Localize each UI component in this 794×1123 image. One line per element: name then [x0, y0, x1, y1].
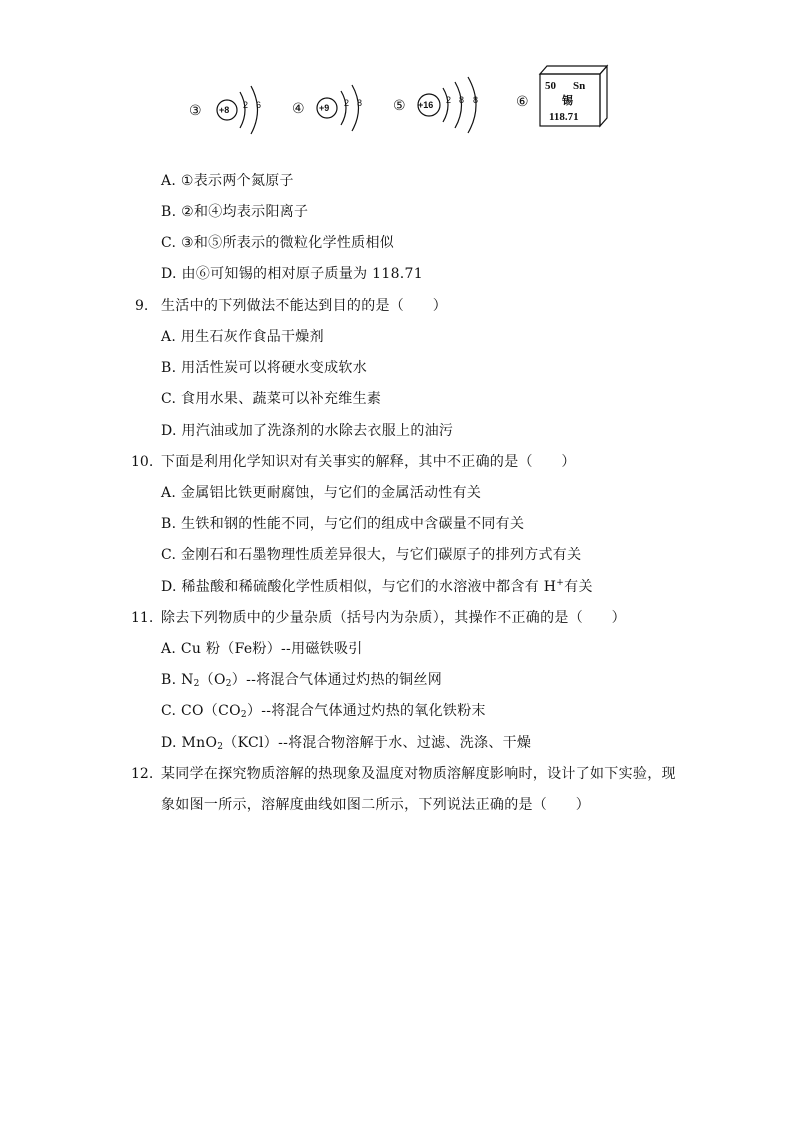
superscript: +	[556, 578, 565, 588]
label-4: ④	[292, 101, 305, 117]
q10-option-d-text: D. 稀盐酸和稀硫酸化学性质相似，与它们的水溶液中都含有 H	[161, 579, 557, 595]
atom-diagram-5	[393, 77, 478, 133]
q10-option-a: A. 金属铝比铁更耐腐蚀，与它们的金属活动性有关	[161, 485, 482, 501]
shell-arc	[341, 91, 346, 125]
electron-count: 8	[473, 95, 479, 105]
q11-option-a: A. Cu 粉（Fe粉）--用磁铁吸引	[161, 641, 363, 657]
q10-option-d	[161, 578, 593, 596]
q11-stem: 除去下列物质中的少量杂质（括号内为杂质），其操作不正确的是（ ）	[161, 610, 626, 626]
atom-diagram-4	[292, 85, 362, 131]
q10-number: 10.	[131, 454, 154, 470]
element-symbol: Sn	[573, 80, 586, 92]
q12-number: 12.	[131, 766, 154, 782]
atom-diagram-3	[189, 86, 261, 134]
q12-stem-line-1: 某同学在探究物质溶解的热现象及温度对物质溶解度影响时，设计了如下实验，现	[161, 766, 676, 782]
shell-arc	[455, 82, 465, 128]
nucleus-charge: +9	[319, 103, 330, 113]
q8-option-d: D. 由⑥可知锡的相对原子质量为 118.71	[161, 266, 423, 282]
q11-number: 11.	[131, 610, 154, 626]
q10-option-c: C. 金刚石和石墨物理性质差异很大，与它们碳原子的排列方式有关	[161, 547, 582, 563]
q9-option-b: B. 用活性炭可以将硬水变成软水	[161, 360, 367, 376]
nucleus-charge: +8	[219, 105, 230, 115]
shell-arc	[468, 77, 479, 133]
atomic-number: 50	[545, 80, 556, 92]
label-6: ⑥	[516, 94, 529, 110]
label-5: ⑤	[393, 98, 406, 114]
electron-count: 2	[344, 98, 350, 108]
q12-stem-line-2: 象如图一所示，溶解度曲线如图二所示，下列说法正确的是（ ）	[161, 797, 590, 813]
q10-option-d-tail: 有关	[564, 579, 593, 595]
q9-option-d: D. 用汽油或加了洗涤剂的水除去衣服上的油污	[161, 423, 454, 439]
q10-stem: 下面是利用化学知识对有关事实的解释，其中不正确的是（ ）	[161, 454, 576, 470]
q8-option-c: C. ③和⑤所表示的微粒化学性质相似	[161, 235, 395, 251]
q9-option-a: A. 用生石灰作食品干燥剂	[161, 329, 324, 345]
electron-count: 8	[459, 95, 465, 105]
q9-number: 9.	[135, 298, 149, 314]
text-part: ）--将混合气体通过灼热的氧化铁粉末	[246, 703, 486, 719]
text-part: C. CO（CO	[161, 703, 241, 719]
q10-option-b: B. 生铁和钢的性能不同，与它们的组成中含碳量不同有关	[161, 516, 525, 532]
periodic-cell-6	[516, 66, 607, 126]
text-part: （O	[199, 672, 226, 688]
shell-arc	[352, 85, 359, 131]
atomic-structure-figure	[0, 60, 794, 150]
text-part: ）--将混合气体通过灼热的铜丝网	[231, 672, 443, 688]
text-part: B. N	[161, 672, 194, 688]
electron-count: 2	[243, 100, 249, 110]
q8-option-b: B. ②和④均表示阳离子	[161, 204, 309, 220]
q8-option-a: A. ①表示两个氮原子	[161, 173, 294, 189]
q9-option-c: C. 食用水果、蔬菜可以补充维生素	[161, 391, 382, 407]
subscript: 2	[193, 679, 200, 689]
q11-option-b	[161, 671, 442, 689]
label-3: ③	[189, 103, 202, 119]
text-part: D. MnO	[161, 735, 218, 751]
nucleus-charge: +16	[418, 100, 434, 110]
atomic-mass: 118.71	[549, 111, 579, 123]
shell-arc	[443, 88, 448, 122]
electron-count: 8	[357, 98, 363, 108]
cell-side-face	[600, 66, 607, 126]
q11-option-d	[161, 734, 531, 752]
electron-count: 6	[256, 100, 262, 110]
shell-arc	[251, 86, 258, 134]
q9-stem: 生活中的下列做法不能达到目的的是（ ）	[161, 298, 447, 314]
element-name: 锡	[562, 94, 573, 107]
subscript: 2	[240, 710, 247, 720]
subscript: 2	[225, 679, 232, 689]
shell-arc	[240, 92, 245, 128]
text-part: （KCl）--将混合物溶解于水、过滤、洗涤、干燥	[223, 735, 532, 751]
subscript: 2	[217, 742, 224, 752]
electron-count: 2	[446, 95, 452, 105]
cell-top-face	[540, 66, 607, 74]
q11-option-c	[161, 702, 486, 720]
